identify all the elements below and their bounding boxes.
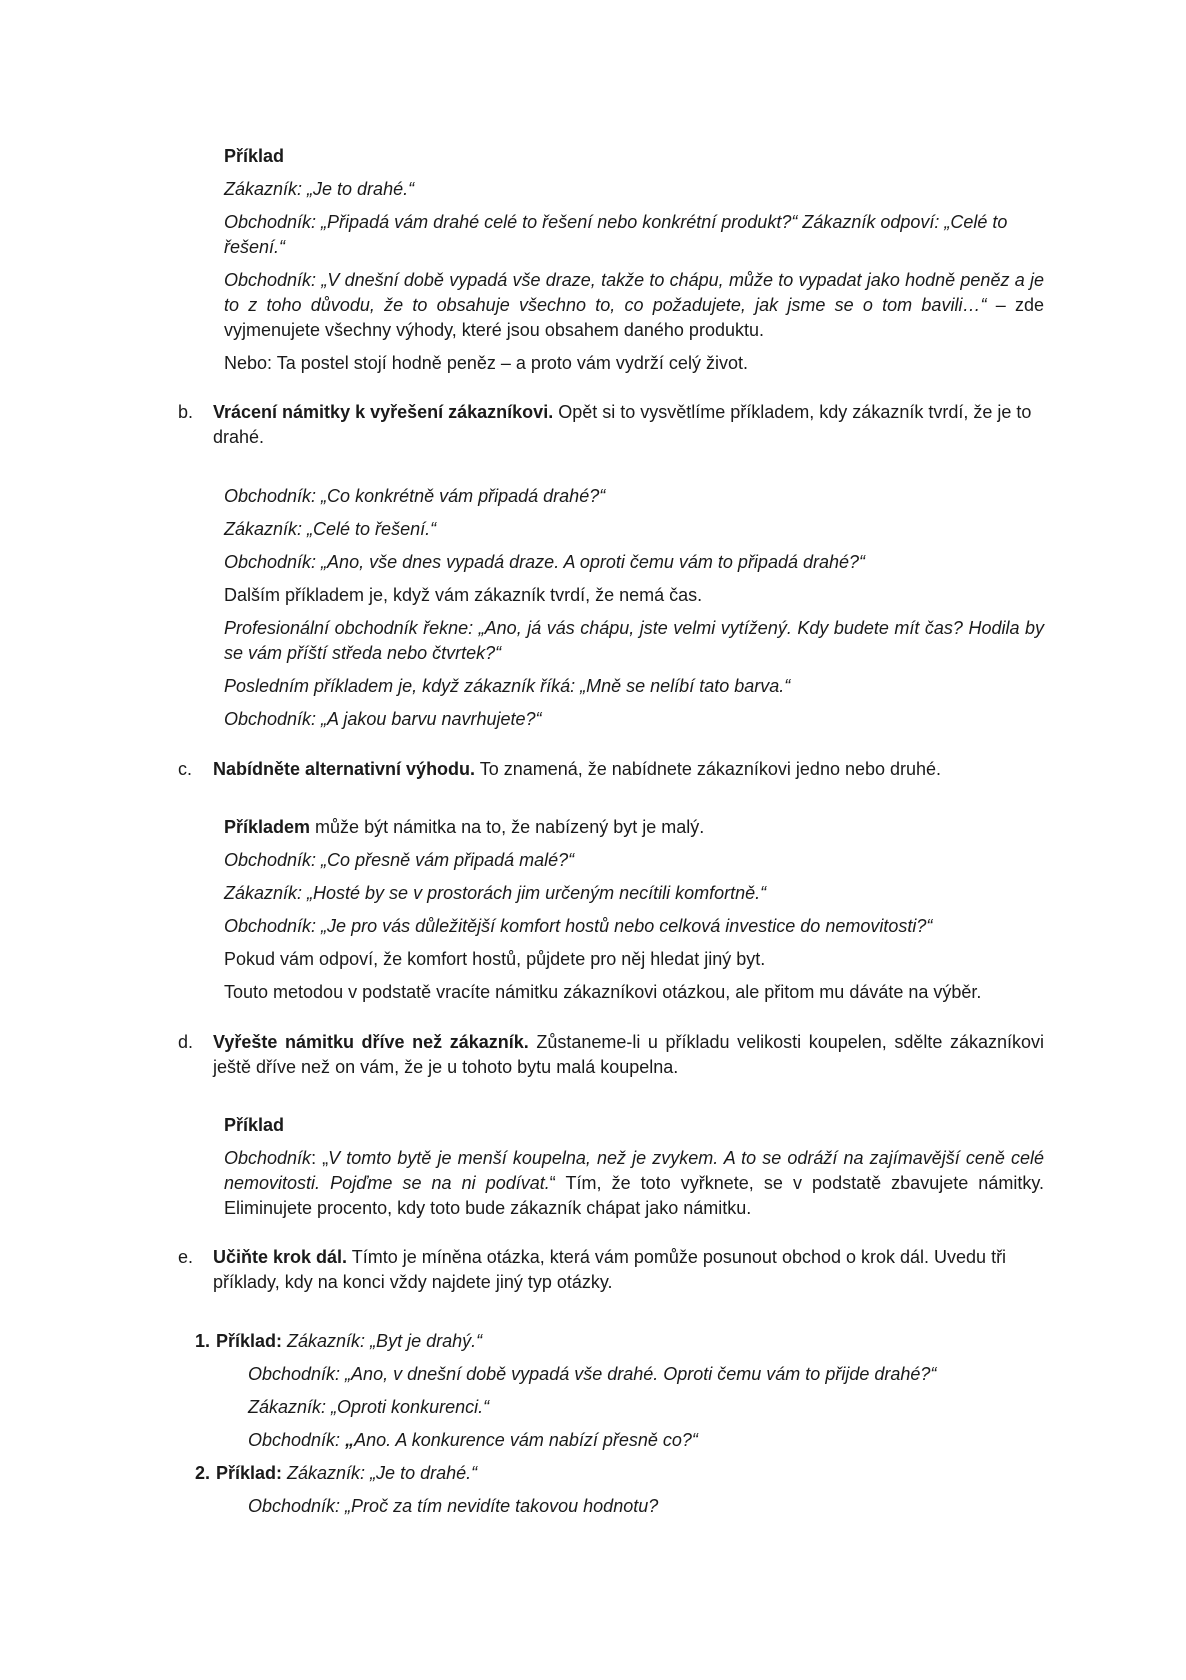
speaker: Obchodník: [224, 1148, 312, 1168]
dealer-quote: Obchodník: „V dnešní době vypadá vše draze, takže to chápu, může to vypadat jako hodně peněz a je to z toho důvodu, že to obsahuje všechno to, co požadujete, jak jsme se o tom bavili…“: [224, 270, 1044, 315]
example-paragraph: [224, 1146, 1044, 1221]
list-marker-b: b.: [178, 402, 194, 422]
customer-line: Zákazník: „Je to drahé.“: [282, 1463, 478, 1483]
dialog-line: Zákazník: „Celé to řešení.“: [224, 519, 437, 539]
dialog-line: Zákazník: „Oproti konkurenci.“: [248, 1397, 490, 1417]
paragraph: Dalším příkladem je, když vám zákazník tvrdí, že nemá čas.: [224, 585, 703, 605]
numbered-example: [216, 1329, 1044, 1354]
quote-open: „: [345, 1430, 355, 1450]
section-e-body: Tímto je míněna otázka, která vám pomůže posunout obchod o krok dál. Uvedu tři příklady, kdy na konci vždy najdete jiný typ otázky.: [213, 1247, 1007, 1292]
section-b-title: Vrácení námitky k vyřešení zákazníkovi.: [213, 402, 554, 422]
dialog-line: Obchodník: „Je pro vás důležitější komfort hostů nebo celková investice do nemovitosti?“: [224, 916, 933, 936]
section-c-title: Nabídněte alternativní výhodu.: [213, 759, 476, 779]
quote-text: Ano. A konkurence vám nabízí přesně co?“: [354, 1430, 698, 1450]
paragraph-body: může být námitka na to, že nabízený byt je malý.: [310, 817, 705, 837]
number-marker: 2.: [195, 1463, 211, 1483]
section-c-text: [213, 757, 1044, 782]
dialog-line: Obchodník: „Ano, vše dnes vypadá draze. A oproti čemu vám to připadá drahé?“: [224, 552, 866, 572]
paragraph: Pokud vám odpoví, že komfort hostů, půjdete pro něj hledat jiný byt.: [224, 949, 766, 969]
example-heading: Příklad: [224, 146, 285, 166]
section-d-text: [213, 1030, 1044, 1080]
number-marker: 1.: [195, 1331, 211, 1351]
section-b-text: [213, 400, 1044, 450]
example-label: Příklad:: [216, 1331, 283, 1351]
list-marker-e: e.: [178, 1247, 194, 1267]
paragraph: Touto metodou v podstatě vracíte námitku zákazníkovi otázkou, ale přitom mu dáváte na výběr.: [224, 982, 982, 1002]
dialog-line: [248, 1428, 1044, 1453]
list-marker-d: d.: [178, 1032, 194, 1052]
paragraph-body: “ Tím, že toto vyřknete, se v podstatě zbavujete námitky. Eliminujete procento, kdy toto bude zákazník chápat jako námitku.: [224, 1173, 1044, 1218]
dealer-line: Obchodník: „Připadá vám drahé celé to řešení nebo konkrétní produkt?“ Zákazník odpoví: „Celé to řešení.“: [224, 212, 1008, 257]
list-marker-c: c.: [178, 759, 193, 779]
dialog-line: Obchodník: „A jakou barvu navrhujete?“: [224, 709, 542, 729]
dealer-comment: – zde vyjmenujete všechny výhody, které jsou obsahem daného produktu.: [224, 295, 1044, 340]
speaker: Obchodník:: [248, 1430, 346, 1450]
dialog-line: Obchodník: „Ano, v dnešní době vypadá vše drahé. Oproti čemu vám to přijde drahé?“: [248, 1364, 937, 1384]
quote-text: V tomto bytě je menší koupelna, než je zvykem. A to se odráží na zajímavější ceně celé nemovitosti. Pojďme se na ni podívat.: [224, 1148, 1044, 1193]
section-e-title: Učiňte krok dál.: [213, 1247, 348, 1267]
section-d-title: Vyřešte námitku dříve než zákazník.: [213, 1032, 529, 1052]
dialog-line: Zákazník: „Hosté by se v prostorách jim určeným necítili komfortně.“: [224, 883, 767, 903]
section-e-text: [213, 1245, 1044, 1295]
numbered-example: [216, 1461, 1044, 1486]
customer-line: Zákazník: „Je to drahé.“: [224, 179, 415, 199]
section-c-body: To znamená, že nabídnete zákazníkovi jedno nebo druhé.: [475, 759, 942, 779]
section-b-body: Opět si to vysvětlíme příkladem, kdy zákazník tvrdí, že je to drahé.: [213, 402, 1032, 447]
dialog-line: Obchodník: „Co přesně vám připadá malé?“: [224, 850, 575, 870]
dialog-line: Obchodník: „Proč za tím nevidíte takovou hodnotu?: [248, 1496, 659, 1516]
dialog-line: Obchodník: „Co konkrétně vám připadá drahé?“: [224, 486, 606, 506]
alternative-line: Nebo: Ta postel stojí hodně peněz – a proto vám vydrží celý život.: [224, 353, 748, 373]
dialog-line: Profesionální obchodník řekne: „Ano, já vás chápu, jste velmi vytížený. Kdy budete mít čas? Hodila by se vám příští středa nebo čtvrtek?“: [224, 618, 1044, 663]
dealer-line-long: [224, 268, 1044, 343]
customer-line: Zákazník: „Byt je drahý.“: [282, 1331, 483, 1351]
example-heading: Příklad: [224, 1115, 285, 1135]
bold-lead: Příkladem: [224, 817, 311, 837]
section-d-body: Zůstaneme-li u příkladu velikosti koupelen, sdělte zákazníkovi ještě dříve než on vám, že je u tohoto bytu malá koupelna.: [213, 1032, 1044, 1077]
dialog-line: Posledním příkladem je, když zákazník říká: „Mně se nelíbí tato barva.“: [224, 676, 791, 696]
paragraph: [224, 815, 1044, 840]
quote-open: : „: [311, 1148, 329, 1168]
example-label: Příklad:: [216, 1463, 283, 1483]
